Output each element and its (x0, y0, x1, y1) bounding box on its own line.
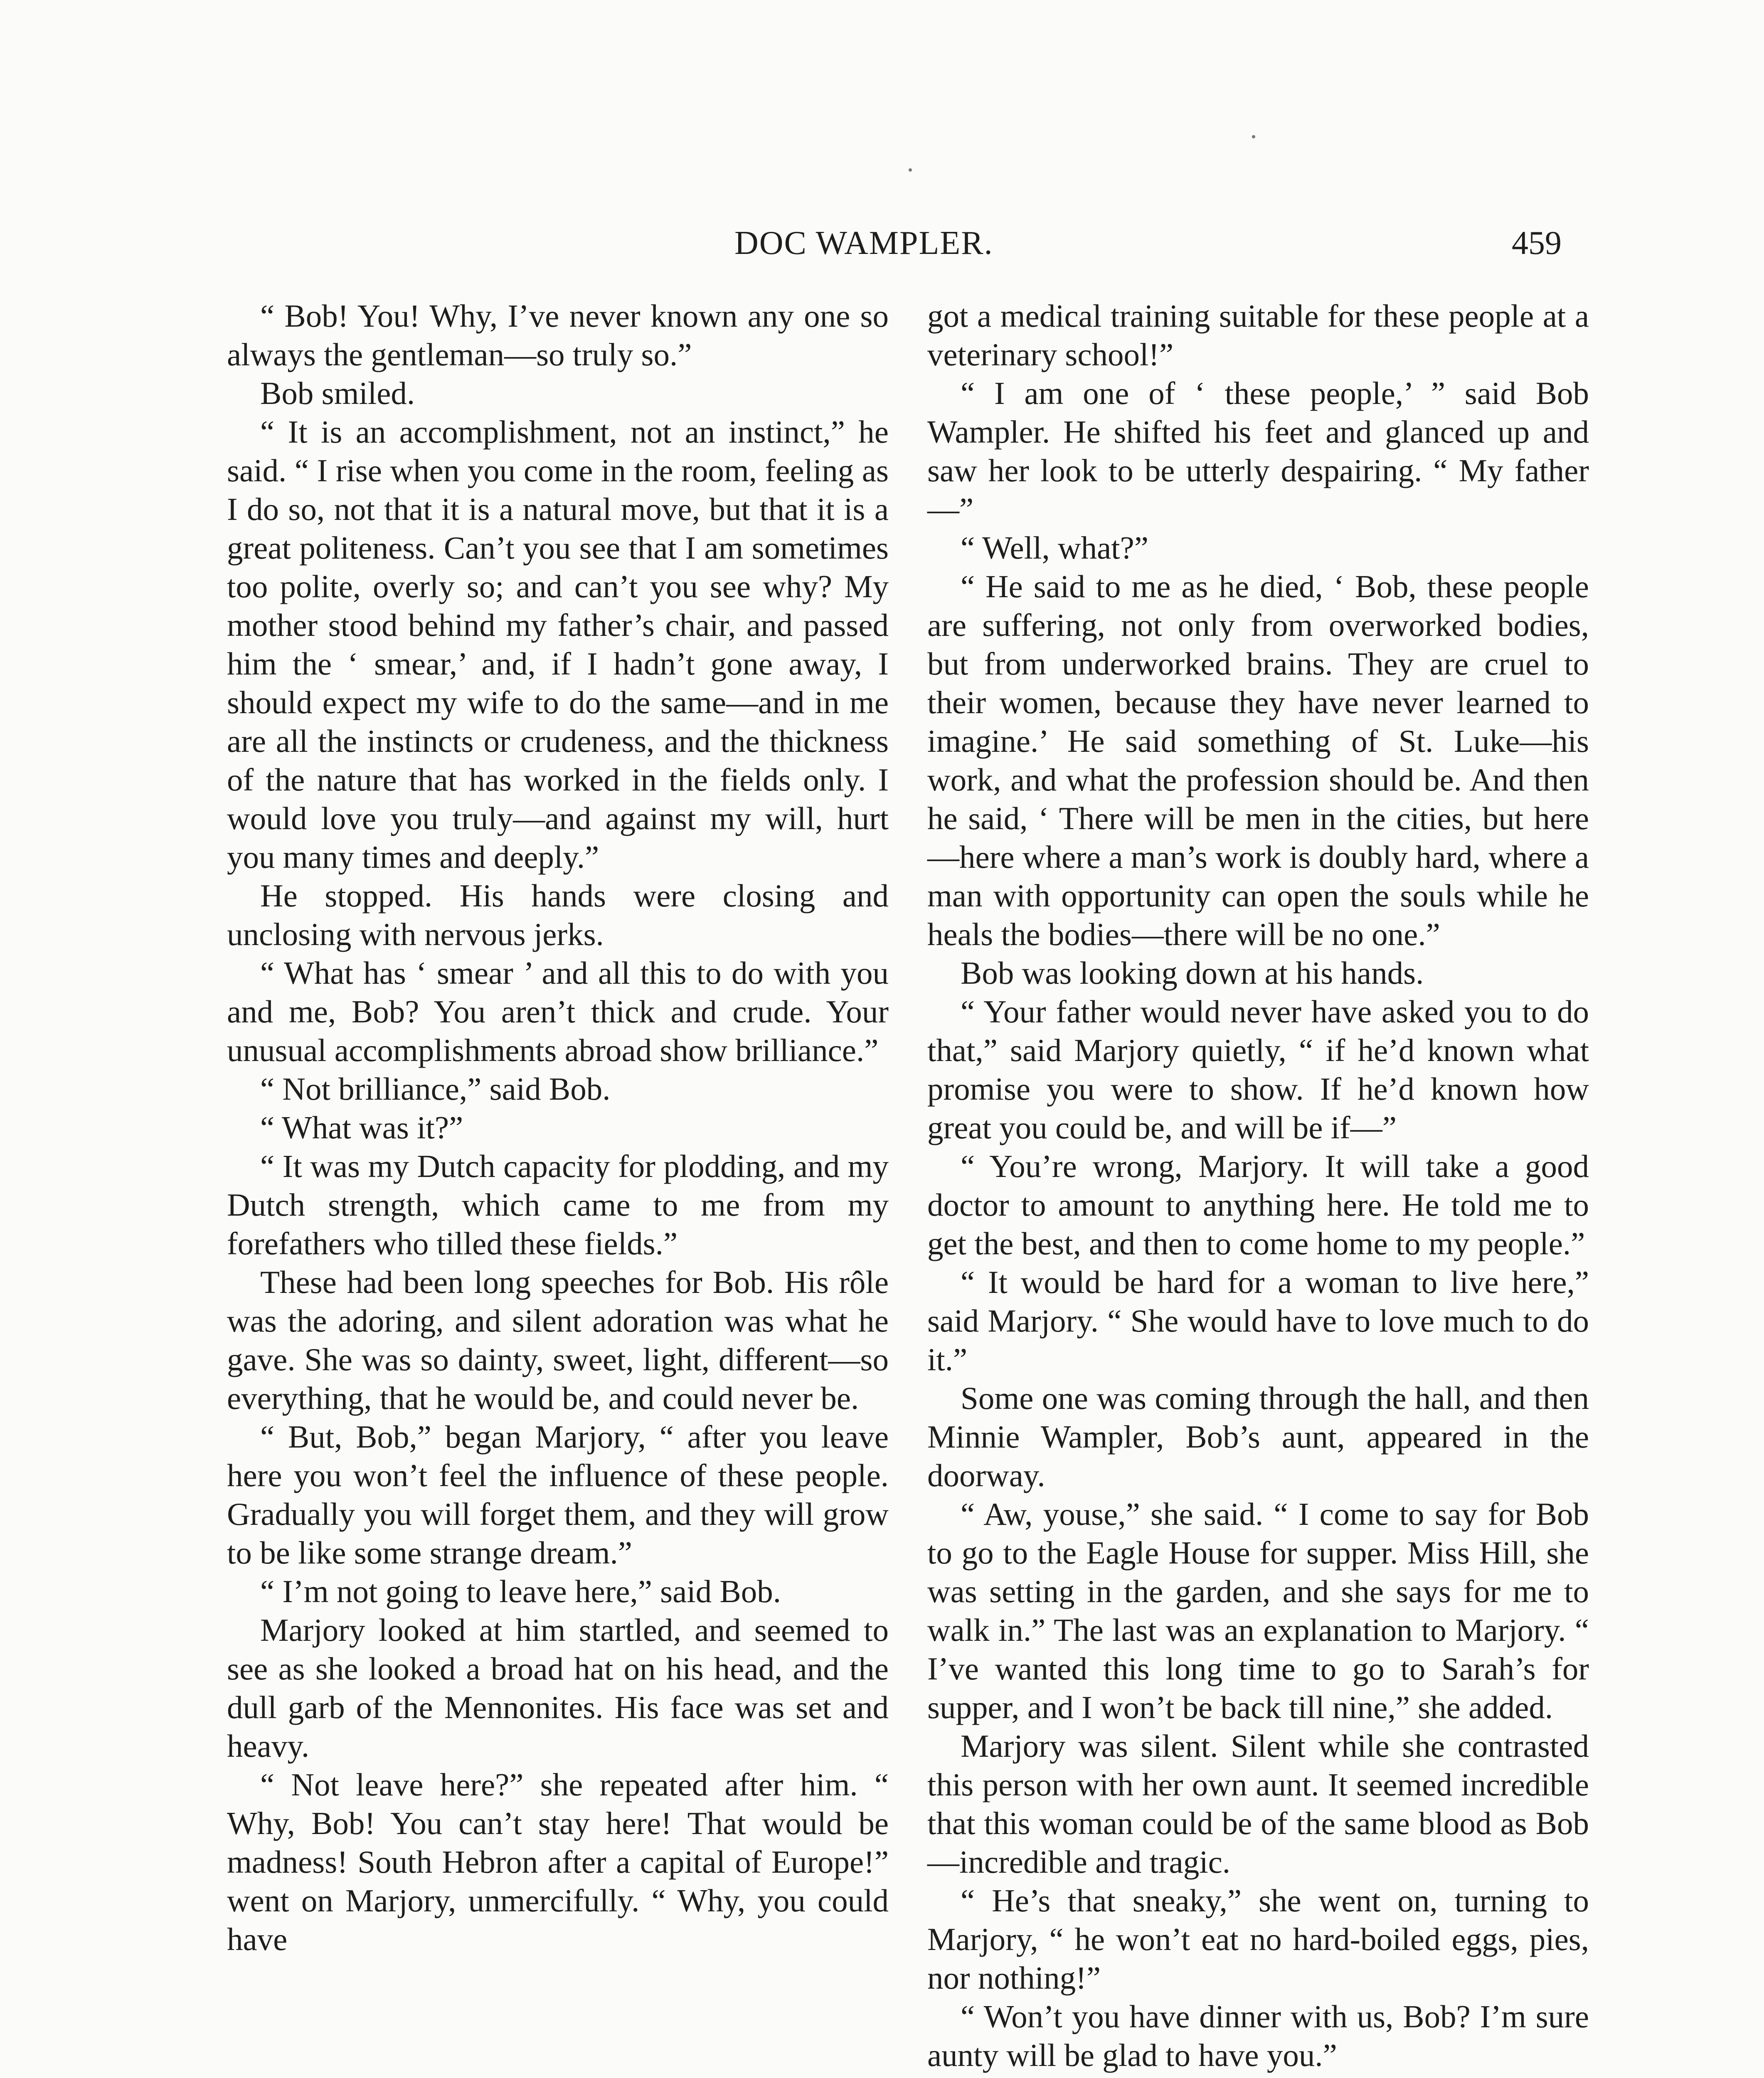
paragraph: He stopped. His hands were closing and unclosing with nervous jerks. (227, 878, 889, 952)
scan-speck (1252, 135, 1255, 138)
paragraph-continuation: got a medical training suitable for these people at a veterinary school!” (927, 298, 1589, 372)
paragraph: Bob was looking down at his hands. (961, 955, 1424, 991)
paragraph: “ Well, what?” (961, 530, 1149, 566)
paragraph: “ Bob! You! Why, I’ve never known any one so always the gentleman—so truly so.” (227, 298, 889, 372)
paragraph: “ I’m not going to leave here,” said Bob. (260, 1573, 781, 1609)
paragraph: “ Not leave here?” she repeated after him. “ Why, Bob! You can’t stay here! That would be madness! South Hebron after a capital of Europe!” went on Marjory, unmercifully. “ Why, you could have (227, 1767, 889, 1957)
paragraph: “ Your father would never have asked you to do that,” said Marjory quietly, “ if he’d known what promise you were to show. If he’d known how great you could be, and will be if—” (927, 994, 1589, 1145)
paragraph: Marjory looked at him startled, and seemed to see as she looked a broad hat on his head, and the dull garb of the Mennonites. His face was set and heavy. (227, 1612, 889, 1764)
paragraph: “ It was my Dutch capacity for plodding, and my Dutch strength, which came to me from my forefathers who tilled these fields.” (227, 1148, 889, 1261)
paragraph: “ It would be hard for a woman to live here,” said Marjory. “ She would have to love much to do it.” (927, 1264, 1589, 1377)
scan-speck (909, 168, 912, 172)
paragraph: “ Not brilliance,” said Bob. (260, 1071, 611, 1107)
paragraph: “ But, Bob,” began Marjory, “ after you leave here you won’t feel the influence of these people. Gradually you will forget them, and they will grow to be like some strange dream.” (227, 1419, 889, 1571)
paragraph: These had been long speeches for Bob. His rôle was the adoring, and silent adoration was what he gave. She was so dainty, sweet, light, different—so everything, that he would be, and could never be. (227, 1264, 889, 1416)
paragraph: “ He said to me as he died, ‘ Bob, these people are suffering, not only from overworked bodies, but from underworked brains. They are cruel to their women, because they have never learned to imagine.’ He said something of St. Luke—his work, and what the profession should be. And then he said, ‘ There will be men in the cities, but here—here where a man’s work is doubly hard, where a man with opportunity can open the souls while he heals the bodies—there will be no one.” (927, 569, 1589, 952)
page-number: 459 (1512, 225, 1562, 261)
paragraph: Some one was coming through the hall, and then Minnie Wampler, Bob’s aunt, appeared in the doorway. (927, 1380, 1589, 1493)
paragraph: “ What has ‘ smear ’ and all this to do with you and me, Bob? You aren’t thick and crude. Your unusual accomplishments abroad show brilliance.” (227, 955, 889, 1068)
left-column (227, 297, 889, 1959)
paragraph: “ I am one of ‘ these people,’ ” said Bob Wampler. He shifted his feet and glanced up and saw her look to be utterly despairing. “ My father—” (927, 375, 1589, 527)
paragraph: “ Won’t you have dinner with us, Bob? I’m sure aunty will be glad to have you.” (927, 1999, 1589, 2073)
paragraph: Bob smiled. (260, 375, 415, 411)
paragraph: “ What was it?” (260, 1110, 463, 1145)
paragraph: Marjory was silent. Silent while she contrasted this person with her own aunt. It seemed incredible that this woman could be of the same blood as Bob—incredible and tragic. (927, 1728, 1589, 1880)
paragraph: “ Aw, youse,” she said. “ I come to say for Bob to go to the Eagle House for supper. Miss Hill, she was setting in the garden, and she says for me to walk in.” The last was an explanation to Marjory. “ I’ve wanted this long time to go to Sarah’s for supper, and I won’t be back till nine,” she added. (927, 1496, 1589, 1725)
right-column (927, 297, 1589, 2075)
running-title: DOC WAMPLER. (734, 225, 993, 261)
paragraph: “ You’re wrong, Marjory. It will take a good doctor to amount to anything here. He told me to get the best, and then to come home to my people.” (927, 1148, 1589, 1261)
paragraph: “ It is an accomplishment, not an instinct,” he said. “ I rise when you come in the room, feeling as I do so, not that it is a natural move, but that it is a great politeness. Can’t you see that I am sometimes too polite, overly so; and can’t you see why? My mother stood behind my father’s chair, and passed him the ‘ smear,’ and, if I hadn’t gone away, I should expect my wife to do the same—and in me are all the instincts or crudeness, and the thickness of the nature that has worked in the fields only. I would love you truly—and against my will, hurt you many times and deeply.” (227, 414, 889, 875)
paragraph: “ He’s that sneaky,” she went on, turning to Marjory, “ he won’t eat no hard-boiled eggs, pies, nor nothing!” (927, 1883, 1589, 1996)
